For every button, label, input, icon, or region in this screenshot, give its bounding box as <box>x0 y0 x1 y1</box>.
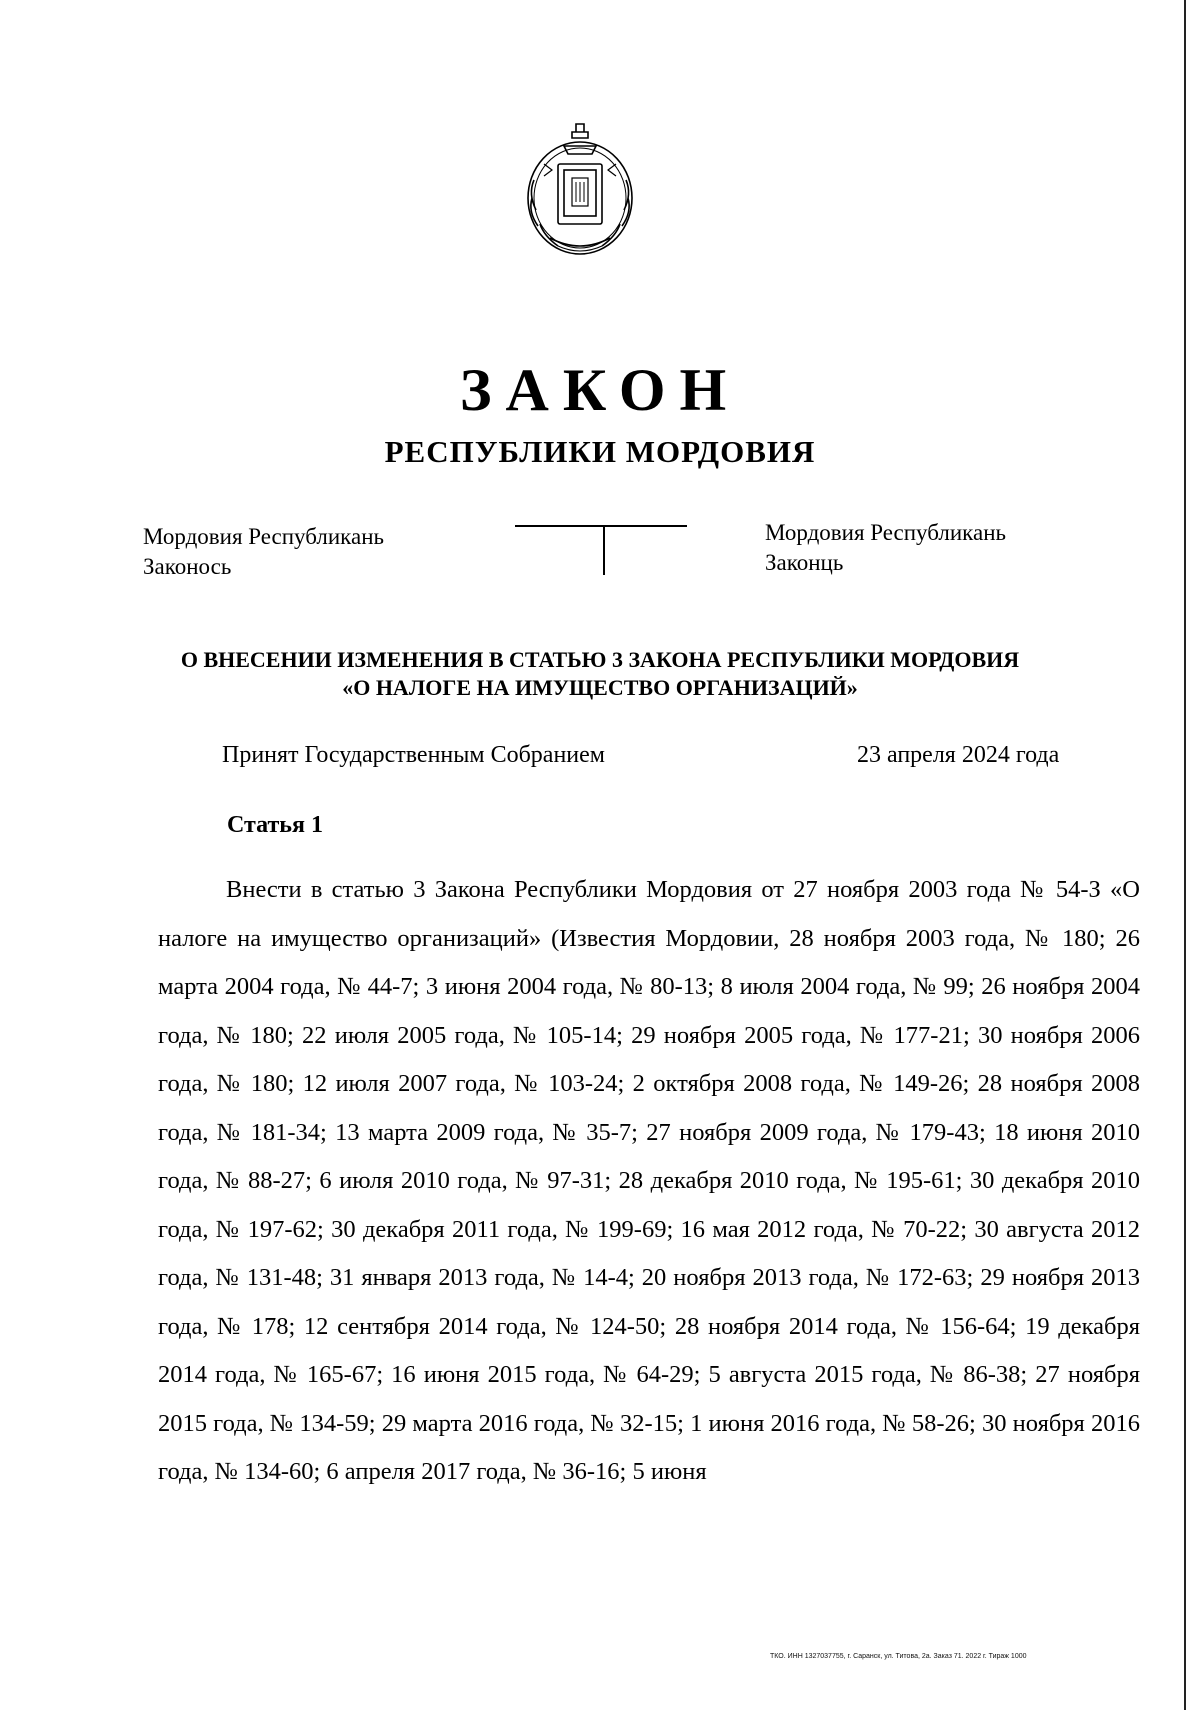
law-heading-line2: «О НАЛОГЕ НА ИМУЩЕСТВО ОРГАНИЗАЦИЙ» <box>342 675 858 700</box>
moksha-left-line2: Законось <box>143 554 232 579</box>
moksha-right-line2: Законць <box>765 550 844 575</box>
moksha-right-line1: Мордовия Республикань <box>765 520 1007 545</box>
moksha-title-left <box>143 522 384 582</box>
article-body: Внести в статью 3 Закона Республики Мордовия от 27 ноября 2003 года № 54-З «О налоге на имущество организаций» (Известия Мордовии, 28 ноября 2003 года, № 180; 26 марта 2004 года, № 44-7; 3 июня 2004 года, № 80-13; 8 июля 2004 года, № 99; 26 ноября 2004 года, № 180; 22 июля 2005 года, № 105-14; 29 ноября 2005 года, № 177-21; 30 ноября 2006 года, № 180; 12 июля 2007 года, № 103-24; 2 октября 2008 года, № 149-26; 28 ноября 2008 года, № 181-34; 13 марта 2009 года, № 35-7; 27 ноября 2009 года, № 179-43; 18 июня 2010 года, № 88-27; 6 июля 2010 года, № 97-31; 28 декабря 2010 года, № 195-61; 30 декабря 2010 года, № 197-62; 30 декабря 2011 года, № 199-69; 16 мая 2012 года, № 70-22; 30 августа 2012 года, № 131-48; 31 января 2013 года, № 14-4; 20 ноября 2013 года, № 172-63; 29 ноября 2013 года, № 178; 12 сентября 2014 года, № 124-50; 28 ноября 2014 года, № 156-64; 19 декабря 2014 года, № 165-67; 16 июня 2015 года, № 64-29; 5 августа 2015 года, № 86-38; 27 ноября 2015 года, № 134-59; 29 марта 2016 года, № 32-15; 1 июня 2016 года, № 58-26; 30 ноября 2016 года, № 134-60; 6 апреля 2017 года, № 36-16; 5 июня <box>158 876 1140 1485</box>
adopted-label: Принят Государственным Собранием <box>222 742 605 768</box>
moksha-title-right <box>765 518 1006 578</box>
moksha-left-line1: Мордовия Республикань <box>143 524 385 549</box>
law-heading <box>0 646 1200 702</box>
law-subtitle: РЕСПУБЛИКИ МОРДОВИЯ <box>384 434 816 469</box>
law-title: ЗАКОН <box>459 357 741 423</box>
page-edge-line <box>1184 0 1186 1710</box>
coat-of-arms-icon <box>520 120 640 262</box>
law-heading-line1: О ВНЕСЕНИИ ИЗМЕНЕНИЯ В СТАТЬЮ 3 ЗАКОНА РЕСПУБЛИКИ МОРДОВИЯ <box>180 647 1020 672</box>
article-title: Статья 1 <box>227 812 323 838</box>
adopted-date: 23 апреля 2024 года <box>857 742 1060 768</box>
printer-imprint: ТКО. ИНН 1327037755, г. Саранск, ул. Титова, 2а. Заказ 71. 2022 г. Тираж 1000 <box>770 1653 1027 1660</box>
header-divider <box>515 525 687 575</box>
